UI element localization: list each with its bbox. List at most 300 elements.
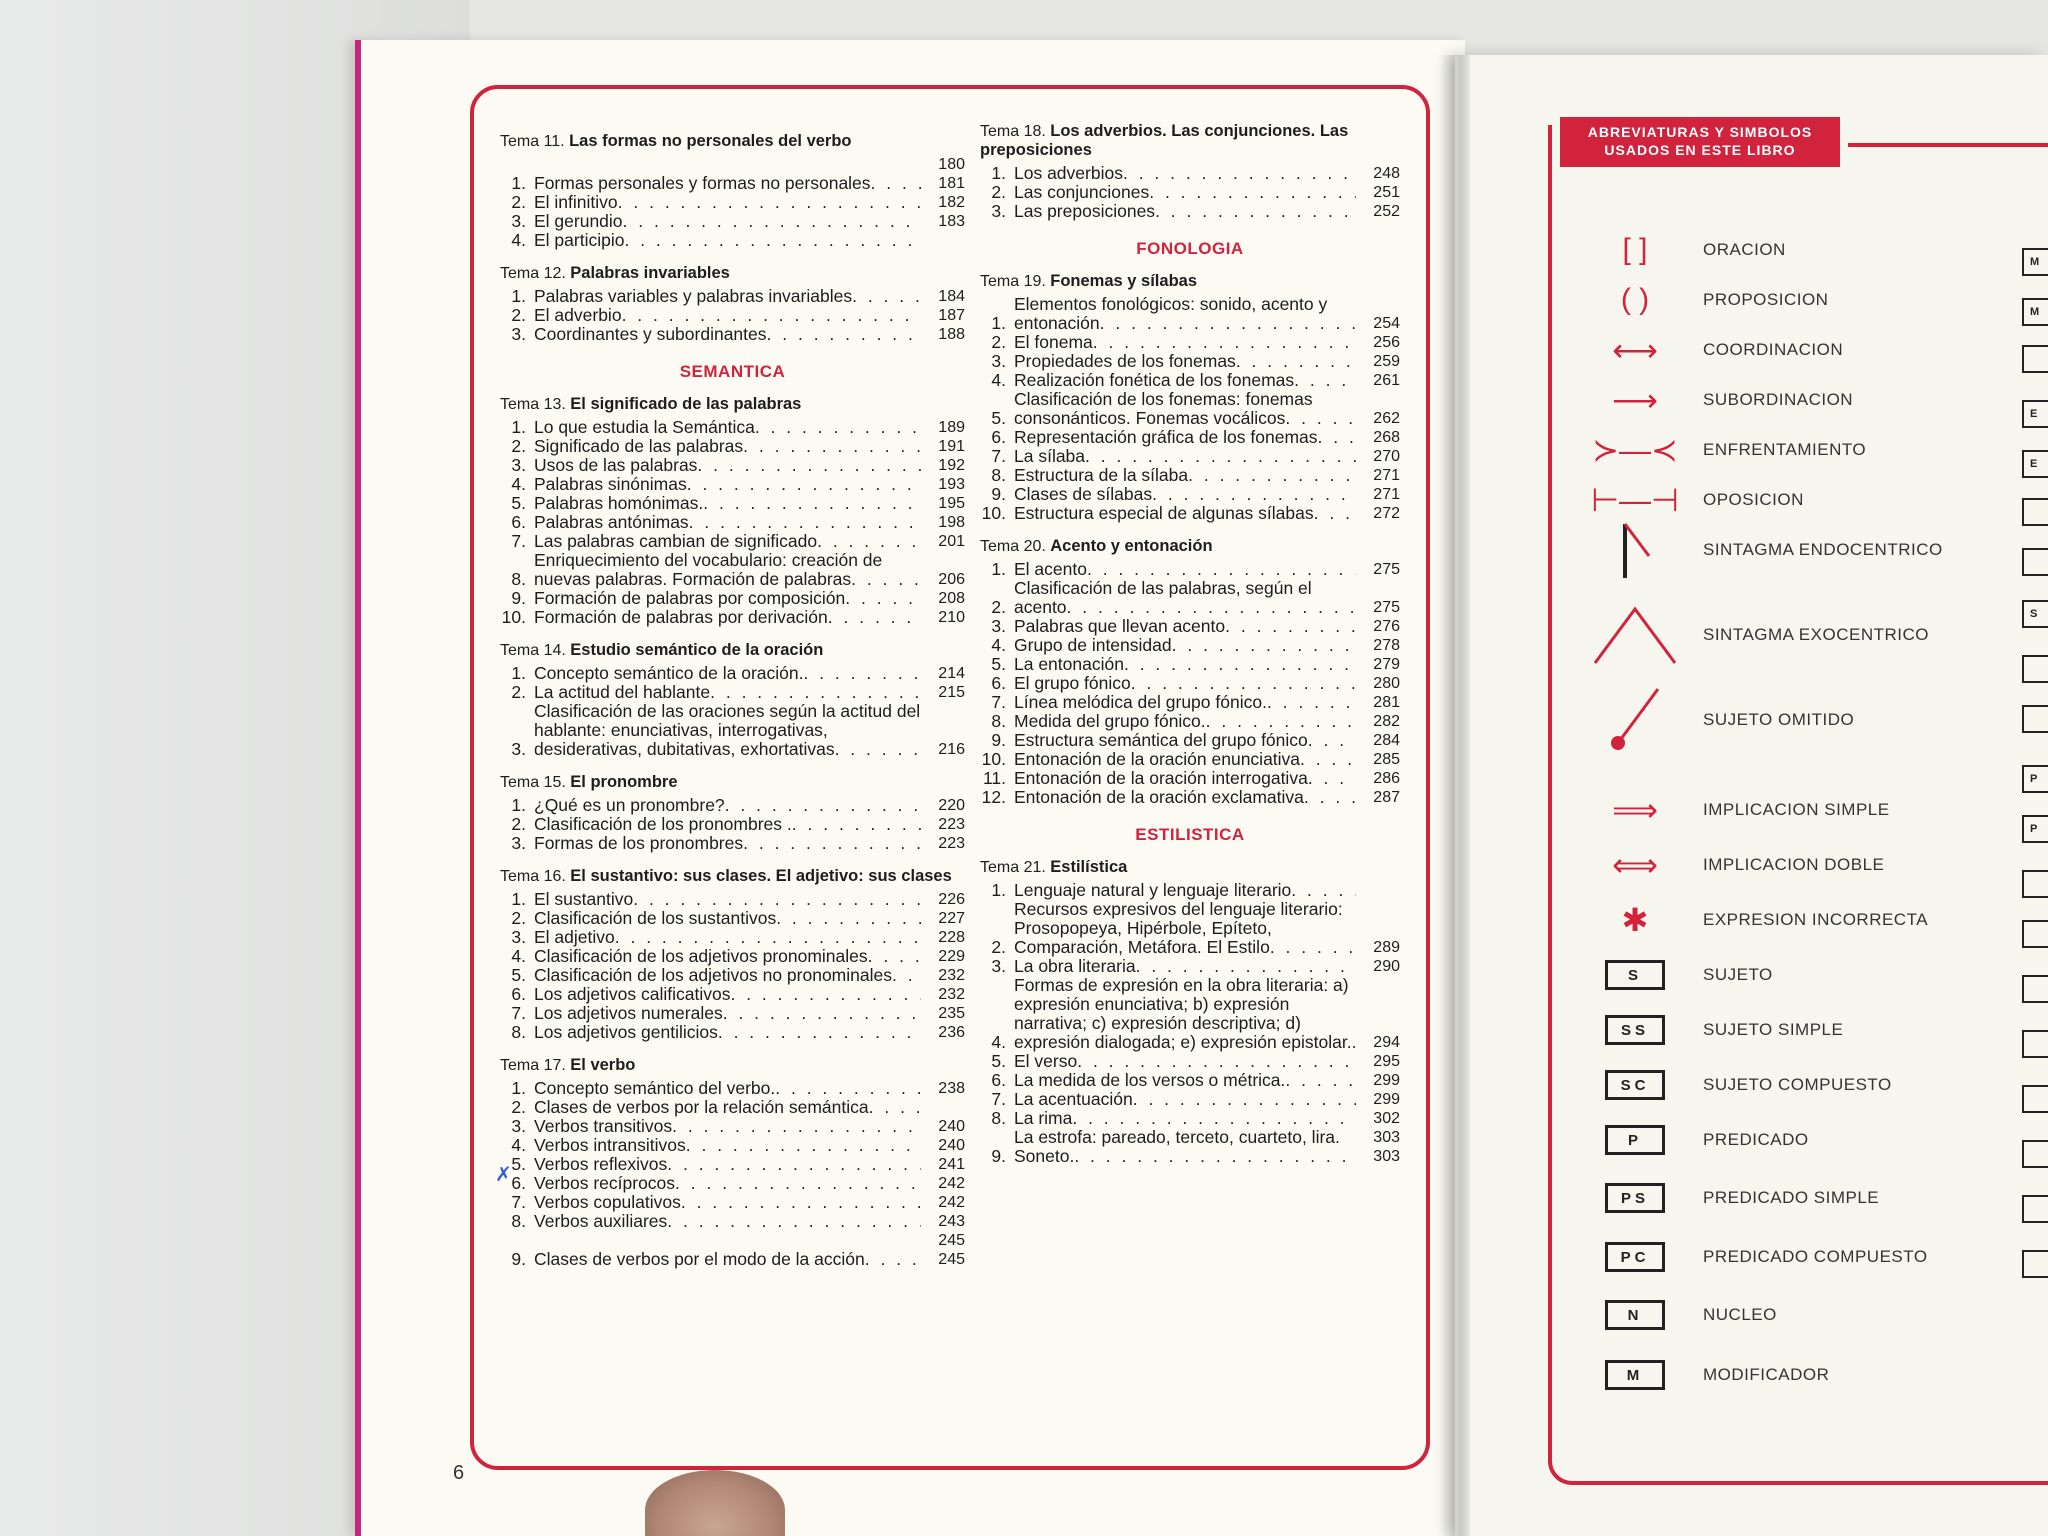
box-p-icon: [1590, 1120, 1680, 1160]
toc-entry-number: 2.: [511, 682, 526, 702]
toc-entry-number: 6.: [511, 1173, 526, 1193]
toc-entry-page: 302: [1373, 1110, 1400, 1127]
omitted-subject-icon: [1590, 700, 1680, 740]
toc-entry-text: La obra literaria . . .: [1014, 957, 1356, 976]
toc-entry: [980, 693, 1400, 712]
toc-entry-number: 1.: [991, 313, 1006, 333]
toc-entry-number: 4.: [511, 1135, 526, 1155]
toc-entry-text: Verbos intransitivos . . .: [534, 1136, 921, 1155]
box-n-icon: [1590, 1295, 1680, 1335]
toc-entry-number: 5.: [511, 493, 526, 513]
asterisk-icon: ✱: [1621, 902, 1649, 938]
toc-entry: [500, 1155, 965, 1174]
toc-entry-number: 6.: [511, 984, 526, 1004]
tema-title: Acento y entonación: [1050, 537, 1213, 555]
toc-entry-number: 4.: [991, 1032, 1006, 1052]
abbreviation-row: [1590, 845, 2048, 885]
bar-line-icon: ⊢—⊣: [1591, 482, 1679, 518]
toc-entry: [500, 815, 965, 834]
right-arrow-icon: ⟶: [1612, 382, 1658, 418]
toc-entry-page: 187: [938, 307, 965, 324]
toc-entry-text: Estructura especial de algunas sílabas . . .: [1014, 504, 1356, 523]
toc-entry-page: 278: [1373, 637, 1400, 654]
toc-entry: [980, 390, 1400, 428]
toc-entry-text: ¿Qué es un pronombre? . . .: [534, 796, 921, 815]
toc-entry: [980, 881, 1400, 900]
tema-heading: [500, 1056, 965, 1075]
toc-entry-text: Formación de palabras por composición . . .: [534, 589, 921, 608]
toc-entry-page: 252: [1373, 203, 1400, 220]
abbreviation-label: ORACION: [1703, 240, 1786, 259]
abbreviation-label: IMPLICACION SIMPLE: [1703, 800, 1890, 819]
toc-entry-number: 2.: [991, 182, 1006, 202]
edge-box-partial: [2022, 1250, 2048, 1278]
toc-entry-page: 287: [1373, 789, 1400, 806]
toc-entry: [500, 325, 965, 344]
toc-entry: [500, 1117, 965, 1136]
toc-entry-text: La acentuación . . .: [1014, 1090, 1356, 1109]
tema-title: Estudio semántico de la oración: [570, 641, 824, 659]
abbreviation-label: SUBORDINACION: [1703, 390, 1854, 409]
tema-title: El significado de las palabras: [570, 395, 802, 413]
toc-entry-number: 9.: [511, 1249, 526, 1269]
toc-entry-text: El sustantivo . . .: [534, 890, 921, 909]
abbreviations-header: [1560, 117, 1840, 167]
toc-entry-text: Palabras que llevan acento . . .: [1014, 617, 1356, 636]
toc-entry: [500, 287, 965, 306]
toc-entry-page: 189: [938, 419, 965, 436]
toc-entry-number: 3.: [511, 833, 526, 853]
toc-entry-page: 182: [938, 194, 965, 211]
toc-entry: [980, 769, 1400, 788]
symbol-box: PC: [1605, 1242, 1665, 1272]
toc-entry: [980, 183, 1400, 202]
toc-entry-text: Palabras sinónimas . . .: [534, 475, 921, 494]
abbreviation-row: [1590, 1295, 2048, 1335]
toc-entry-page: 281: [1373, 694, 1400, 711]
toc-entry-page: 191: [938, 438, 965, 455]
tema-number: Tema 15.: [500, 774, 571, 791]
toc-entry-text: La actitud del hablante . . .: [534, 683, 921, 702]
toc-entry: [500, 928, 965, 947]
toc-entry-page: 268: [1373, 429, 1400, 446]
edge-box-partial: [2022, 975, 2048, 1003]
toc-entry-number: 7.: [991, 1089, 1006, 1109]
toc-entry: [500, 1212, 965, 1231]
toc-entry: [500, 1136, 965, 1155]
toc-entry-page: 183: [938, 213, 965, 230]
toc-entry-text: Significado de las palabras . . .: [534, 437, 921, 456]
abbreviations-header-line1: ABREVIATURAS Y SIMBOLOS: [1587, 124, 1813, 140]
toc-entry-number: 2.: [511, 1097, 526, 1117]
toc-entry-page: 290: [1373, 958, 1400, 975]
tema-heading: [500, 641, 965, 660]
toc-entry-page: 208: [938, 590, 965, 607]
toc-entry-number: 1.: [511, 795, 526, 815]
toc-entry-page: 282: [1373, 713, 1400, 730]
toc-entry: [980, 485, 1400, 504]
toc-entry: [980, 750, 1400, 769]
exocentric-icon: [1590, 615, 1680, 655]
toc-entry: [980, 447, 1400, 466]
toc-entry: [500, 834, 965, 853]
toc-entry-page: 184: [938, 288, 965, 305]
toc-entry-page: 238: [938, 1080, 965, 1097]
iff-icon: ⟺: [1612, 847, 1658, 883]
implies-icon: ⟹: [1612, 792, 1658, 828]
edge-box-partial: M: [2022, 248, 2048, 276]
abbreviation-label: IMPLICACION DOBLE: [1703, 855, 1885, 874]
toc-entry-text: Formas de expresión en la obra literaria: a) expresión enunciativa; b) expresión narrativa; c) expresión descriptiva; d) expresión dialogada; e) expresión epistolar. . . .: [1014, 976, 1356, 1052]
toc-right-column: [980, 108, 1400, 1166]
toc-entry-page: 245 245: [938, 1232, 965, 1268]
toc-entry-text: La rima . . .: [1014, 1109, 1356, 1128]
tema-title: El sustantivo: sus clases. El adjetivo: sus clases: [570, 867, 952, 885]
toc-entry-text: Clasificación de las oraciones según la actitud del hablante: enunciativas, interrogativas, desiderativas, dubitativas, exhortativas . . .: [534, 702, 921, 759]
toc-entry: [980, 957, 1400, 976]
toc-entry-text: Concepto semántico de la oración. . . .: [534, 664, 921, 683]
toc-entry: [500, 608, 965, 627]
toc-entry: [500, 231, 965, 250]
toc-entry-number: 1.: [511, 1078, 526, 1098]
toc-entry-page: 286: [1373, 770, 1400, 787]
toc-entry-page: 251: [1373, 184, 1400, 201]
toc-entry-number: 2.: [991, 597, 1006, 617]
toc-entry: [980, 560, 1400, 579]
edge-box-partial: [2022, 920, 2048, 948]
toc-entry-text: Estructura de la sílaba . . .: [1014, 466, 1356, 485]
box-ss-icon: [1590, 1010, 1680, 1050]
toc-entry-text: Verbos copulativos . . .: [534, 1193, 921, 1212]
toc-entry-number: 3.: [511, 324, 526, 344]
abbreviation-label: MODIFICADOR: [1703, 1365, 1830, 1384]
toc-entry-number: 3.: [991, 351, 1006, 371]
edge-box-partial: [2022, 870, 2048, 898]
toc-entry-page: 270: [1373, 448, 1400, 465]
toc-entry-text: Los adjetivos numerales . . .: [534, 1004, 921, 1023]
toc-entry-text: La medida de los versos o métrica. . . .: [1014, 1071, 1356, 1090]
toc-entry-text: Verbos auxiliares . . .: [534, 1212, 921, 1231]
brackets-icon: [ ]: [1622, 233, 1648, 266]
toc-entry-number: 4.: [991, 370, 1006, 390]
section-heading: ESTILISTICA: [1135, 825, 1245, 844]
toc-entry: [500, 1098, 965, 1117]
toc-entry-text: Grupo de intensidad . . .: [1014, 636, 1356, 655]
toc-entry-text: Los adjetivos gentilicios . . .: [534, 1023, 921, 1042]
toc-entry-page: 248: [1373, 165, 1400, 182]
toc-entry: [980, 674, 1400, 693]
toc-entry-number: 2.: [511, 192, 526, 212]
tema-title: Fonemas y sílabas: [1050, 272, 1198, 290]
toc-entry-number: 8.: [511, 569, 526, 589]
toc-entry: [500, 909, 965, 928]
toc-entry: [500, 1004, 965, 1023]
tema-number: Tema 16.: [500, 868, 571, 885]
toc-entry-page: 216: [938, 741, 965, 758]
toc-entry: [980, 636, 1400, 655]
toc-entry: [500, 1023, 965, 1042]
toc-entry: [980, 164, 1400, 183]
toc-entry: [500, 985, 965, 1004]
toc-entry-text: Verbos recíprocos . . .: [534, 1174, 921, 1193]
toc-entry-page: 229: [938, 948, 965, 965]
tema-title: Los adverbios. Las conjunciones. Las preposiciones: [980, 122, 1349, 159]
toc-entry: [500, 437, 965, 456]
toc-entry: [500, 306, 965, 325]
toc-entry: [500, 683, 965, 702]
toc-entry-text: Línea melódica del grupo fónico. . . .: [1014, 693, 1356, 712]
toc-entry-text: El infinitivo . . .: [534, 193, 921, 212]
toc-entry: [500, 890, 965, 909]
toc-entry: [980, 504, 1400, 523]
toc-entry-page: 285: [1373, 751, 1400, 768]
toc-entry-number: 8.: [991, 1108, 1006, 1128]
toc-entry: [500, 1193, 965, 1212]
toc-entry-text: La sílaba . . .: [1014, 447, 1356, 466]
abbreviation-label: PREDICADO SIMPLE: [1703, 1188, 1880, 1207]
toc-entry-number: 1.: [991, 163, 1006, 183]
toc-entry-number: 8.: [991, 465, 1006, 485]
toc-entry-text: Las conjunciones . . .: [1014, 183, 1356, 202]
toc-entry: [980, 900, 1400, 957]
toc-entry: [500, 947, 965, 966]
toc-entry-number: 8.: [511, 1211, 526, 1231]
tema-title: Las formas no personales del verbo: [569, 132, 852, 150]
toc-entry: [980, 428, 1400, 447]
toc-entry-page: 256: [1373, 334, 1400, 351]
toc-entry-text: Entonación de la oración exclamativa . . .: [1014, 788, 1356, 807]
toc-entry-page: 215: [938, 684, 965, 701]
abbreviation-row: [1590, 1355, 2048, 1395]
toc-entry-number: 6.: [991, 673, 1006, 693]
toc-entry-page: 295: [1373, 1053, 1400, 1070]
toc-entry-number: 4.: [511, 946, 526, 966]
abbreviation-row: [1590, 430, 2048, 470]
toc-entry-page: 210: [938, 609, 965, 626]
toc-entry-number: 7.: [991, 446, 1006, 466]
toc-entry-text: Clasificación de los adjetivos no pronominales . . .: [534, 966, 921, 985]
toc-entry-page: 214: [938, 665, 965, 682]
edge-box-partial: [2022, 1030, 2048, 1058]
toc-entry-number: 1.: [511, 173, 526, 193]
tema-number: Tema 19.: [980, 273, 1051, 290]
abbreviation-row: [1590, 1065, 2048, 1105]
toc-entry-page: 201: [938, 533, 965, 550]
toc-entry-number: 7.: [991, 692, 1006, 712]
toc-entry-number: 3.: [991, 956, 1006, 976]
box-m-icon: [1590, 1355, 1680, 1395]
toc-entry-text: El participio . . .: [534, 231, 921, 250]
toc-entry-page: 262: [1373, 410, 1400, 427]
toc-entry-page: 220: [938, 797, 965, 814]
toc-entry: [980, 202, 1400, 221]
abbreviation-label: OPOSICION: [1703, 490, 1804, 509]
edge-box-partial: [2022, 1195, 2048, 1223]
toc-entry-page: 242: [938, 1175, 965, 1192]
abbreviation-row: [1590, 955, 2048, 995]
tema-heading: [980, 272, 1400, 291]
toc-entry-text: El verso . . .: [1014, 1052, 1356, 1071]
toc-entry-number: 12.: [981, 787, 1006, 807]
toc-entry-text: Entonación de la oración enunciativa . . .: [1014, 750, 1356, 769]
toc-entry-number: 2.: [991, 937, 1006, 957]
edge-box-partial: [2022, 705, 2048, 733]
toc-entry-text: Propiedades de los fonemas . . .: [1014, 352, 1356, 371]
toc-entry-number: 5.: [511, 965, 526, 985]
toc-entry: [980, 333, 1400, 352]
toc-entry-page: 254: [1373, 315, 1400, 332]
toc-entry-page: 223: [938, 816, 965, 833]
toc-entry-number: 5.: [511, 1154, 526, 1174]
toc-entry: [980, 976, 1400, 1052]
toc-entry: [980, 1109, 1400, 1128]
toc-entry-page: 206: [938, 571, 965, 588]
toc-entry-number: 1.: [991, 559, 1006, 579]
toc-entry: [500, 193, 965, 212]
toc-entry-number: 1.: [511, 286, 526, 306]
toc-entry-number: 10.: [981, 749, 1006, 769]
abbreviations-header-line2: USADOS EN ESTE LIBRO: [1604, 142, 1796, 158]
toc-entry-number: 1.: [511, 889, 526, 909]
abbreviation-label: PREDICADO COMPUESTO: [1703, 1247, 1928, 1266]
abbreviation-label: SUJETO COMPUESTO: [1703, 1075, 1892, 1094]
opposing-arrows-icon: ≻—≺: [1592, 432, 1678, 468]
toc-entry-page: 232: [938, 986, 965, 1003]
toc-entry-number: 3.: [511, 1116, 526, 1136]
abbreviation-label: COORDINACION: [1703, 340, 1844, 359]
toc-entry: [980, 352, 1400, 371]
toc-entry-number: 6.: [511, 512, 526, 532]
toc-entry-page: 240: [938, 1137, 965, 1154]
toc-entry-number: 9.: [991, 484, 1006, 504]
toc-entry-number: 4.: [991, 635, 1006, 655]
tema-title: Palabras invariables: [570, 264, 730, 282]
toc-entry-text: Clases de sílabas . . .: [1014, 485, 1356, 504]
box-pc-icon: [1590, 1237, 1680, 1277]
edge-box-partial: [2022, 498, 2048, 526]
toc-entry-text: Elementos fonológicos: sonido, acento y entonación . . .: [1014, 295, 1356, 333]
toc-entry-number: 2.: [991, 332, 1006, 352]
toc-entry-text: El acento . . .: [1014, 560, 1356, 579]
abbreviation-row: [1590, 700, 2048, 740]
edge-box-partial: M: [2022, 298, 2048, 326]
toc-entry-page: 240: [938, 1118, 965, 1135]
symbol-box: SS: [1605, 1015, 1665, 1045]
toc-entry: [980, 1052, 1400, 1071]
tema-heading: [500, 867, 965, 886]
toc-entry-number: 2.: [511, 908, 526, 928]
toc-entry: [980, 371, 1400, 390]
toc-entry-text: Recursos expresivos del lenguaje literario: Prosopopeya, Hipérbole, Epíteto, Comparación, Metáfora. El Estilo . . .: [1014, 900, 1356, 957]
edge-box-partial: [2022, 1140, 2048, 1168]
toc-entry-number: 5.: [991, 1051, 1006, 1071]
toc-entry-number: 9.: [991, 1146, 1006, 1166]
toc-entry-number: 2.: [511, 814, 526, 834]
toc-entry-page: 243: [938, 1213, 965, 1230]
toc-entry: [500, 589, 965, 608]
abbreviation-label: SUJETO OMITIDO: [1703, 710, 1855, 729]
abbreviation-row: [1590, 1010, 2048, 1050]
section-heading: SEMANTICA: [679, 362, 786, 381]
toc-entry-page: 223: [938, 835, 965, 852]
abbreviation-row: [1590, 330, 2048, 370]
edge-box-partial: P: [2022, 815, 2048, 843]
toc-entry-page: 242: [938, 1194, 965, 1211]
toc-entry-text: Clasificación de los fonemas: fonemas consonánticos. Fonemas vocálicos . . .: [1014, 390, 1356, 428]
double-arrow-icon: ⟷: [1612, 332, 1658, 368]
abbreviation-label: PROPOSICION: [1703, 290, 1829, 309]
abbreviation-label: EXPRESION INCORRECTA: [1703, 910, 1929, 929]
parentheses-icon: ( ): [1620, 283, 1650, 316]
toc-entry-number: 7.: [511, 1003, 526, 1023]
toc-entry-page: 261: [1373, 372, 1400, 389]
toc-entry-text: Medida del grupo fónico. . . .: [1014, 712, 1356, 731]
edge-box-partial: E: [2022, 400, 2048, 428]
toc-entry: [500, 1079, 965, 1098]
toc-entry: [500, 1174, 965, 1193]
toc-entry-number: 3.: [991, 616, 1006, 636]
toc-entry: [980, 295, 1400, 333]
tema-number: Tema 13.: [500, 396, 571, 413]
toc-entry: [500, 456, 965, 475]
toc-entry-page: 272: [1373, 505, 1400, 522]
toc-entry-number: 5.: [991, 408, 1006, 428]
toc-entry-number: 3.: [511, 211, 526, 231]
toc-entry-page: 195: [938, 495, 965, 512]
toc-entry-number: 2.: [511, 436, 526, 456]
toc-entry-number: 6.: [991, 427, 1006, 447]
toc-entry: [980, 788, 1400, 807]
toc-entry-text: Coordinantes y subordinantes . . .: [534, 325, 921, 344]
toc-entry-page: 303 303: [1373, 1129, 1400, 1165]
toc-entry-text: Enriquecimiento del vocabulario: creación de nuevas palabras. Formación de palabras . . .: [534, 551, 921, 589]
edge-box-partial: P: [2022, 765, 2048, 793]
toc-entry-number: 7.: [511, 1192, 526, 1212]
toc-entry-number: 3.: [511, 927, 526, 947]
toc-entry-page: 289: [1373, 939, 1400, 956]
toc-entry-page: 271: [1373, 486, 1400, 503]
toc-entry-number: 8.: [511, 1022, 526, 1042]
toc-entry: [500, 494, 965, 513]
toc-entry-number: 6.: [991, 1070, 1006, 1090]
toc-entry-text: Verbos transitivos . . .: [534, 1117, 921, 1136]
toc-entry: [980, 1128, 1400, 1166]
toc-entry-text: Formas de los pronombres . . .: [534, 834, 921, 853]
abbreviation-row: [1590, 1237, 2048, 1277]
abbreviation-label: NUCLEO: [1703, 1305, 1777, 1324]
symbol-box: PS: [1605, 1183, 1665, 1213]
toc-entry-page: 299: [1373, 1072, 1400, 1089]
toc-entry-number: 8.: [991, 711, 1006, 731]
tema-number: Tema 17.: [500, 1057, 571, 1074]
toc-entry: [500, 1231, 965, 1269]
toc-entry-page: 180 181: [938, 156, 965, 192]
toc-entry: [500, 155, 965, 193]
toc-entry: [980, 617, 1400, 636]
toc-entry-page: 188: [938, 326, 965, 343]
toc-entry-text: La estrofa: pareado, terceto, cuarteto, lira. Soneto. . . .: [1014, 1128, 1356, 1166]
toc-entry: [500, 212, 965, 231]
toc-entry-page: 232: [938, 967, 965, 984]
toc-entry-text: Clasificación de los adjetivos pronominales . . .: [534, 947, 921, 966]
toc-entry-number: 4.: [511, 230, 526, 250]
toc-entry-number: 9.: [511, 588, 526, 608]
toc-entry-page: 294: [1373, 1034, 1400, 1051]
toc-entry-text: Lo que estudia la Semántica . . .: [534, 418, 921, 437]
toc-entry-page: 275: [1373, 561, 1400, 578]
toc-entry: [980, 579, 1400, 617]
section-heading: FONOLOGIA: [1136, 239, 1244, 258]
